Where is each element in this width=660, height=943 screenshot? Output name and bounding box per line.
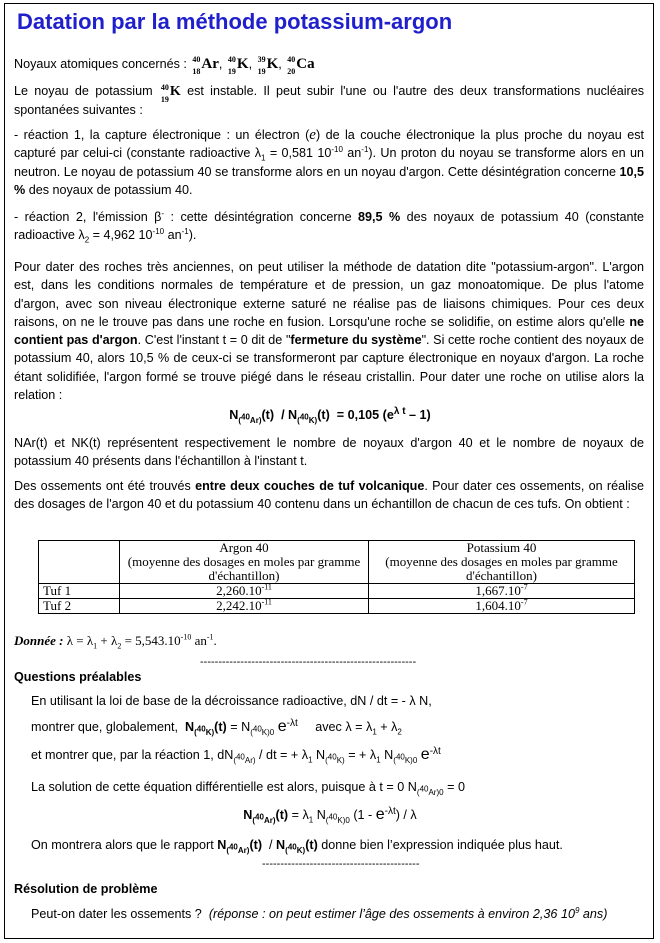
reaction-2-paragraph: - réaction 2, l'émission β- : cette désintégration concerne 89,5 % des noyaux de potassium 40 (constante radioactive $\lambda_2 = 4,962$ $10^{-10}$ $an^{-1}$). (14, 208, 645, 245)
separator-1: ----------------------------------------------------------- (200, 656, 417, 668)
solution-equation: $N_{(^{40}Ar)}(t) = \lambda_1$ $N_{(^{40}K)0}$ $(1 - e^{-\lambda t})$ / λ (243, 805, 417, 825)
question-3: et montrer que, par la réaction 1, $dN_{(^{40}Ar)}$ / dt = + $\lambda_1$ $N_{(^{40}K)}$ = + $\lambda_1$ $N_{(^{40}K)0}$ $e^{-\lambda t}$ (31, 745, 441, 765)
reaction-1-paragraph: - réaction 1, la capture électronique : un électron (e) de la couche électronique la plus proche du noyau est capturé par celui-ci (constante radioactive $\lambda_1 = 0,581$ $10^{-10}$ $an^{-1}$). Un proton du noyau se transforme alors en un neutron. Le noyau de potassium 40 se transforme alors en un noyau d'argon. Cette désintégration concerne 10,5 % des noyaux de potassium 40. (14, 127, 645, 197)
nuclei-line: Noyaux atomiques concernés : 40 18 Ar, 40 19 K, 39 19 K, 40 20 Ca (14, 55, 315, 76)
question-2: montrer que, globalement, $N_{(^{40}K)}(t) = N_{(^{40}K)0}$ $e^{-\lambda t}$ avec $\lambda = \lambda_1 + \lambda_2$ (31, 717, 402, 737)
table-header-row (39, 541, 635, 584)
page-title: Datation par la méthode potassium-argon (17, 9, 453, 34)
separator-2: ------------------------------------------- (262, 858, 420, 870)
nucleus-ar40: 40 18 Ar (192, 55, 219, 76)
method-paragraph: Pour dater des roches très anciennes, on peut utiliser la méthode de datation dite "potassium-argon". L'argon est, dans les conditions normales de température et de pression, un gaz monoatomique. De plus l'atome d'argon, avec son niveau électronique externe saturé ne réalise pas de liaisons chimiques. Pour ces deux raisons, on ne le trouve pas dans une roche en fusion. Lorsqu'une roche se solidifie, on estime alors qu'elle ne contient pas d'argon. C'est l'instant t = 0 dit de "fermeture du système". Si cette roche contient des noyaux de potassium 40, alors 10,5 % de ceux-ci se transformeront par capture électronique en noyaux d'argon. La roche étant solidifiée, l'argon formé se trouve piégé dans le réseau cristallin. Pour dater une roche on utilise alors la relation : (14, 260, 645, 403)
relation-equation: $N_{(^{40}Ar)}(t) / N_{(^{40}K)}(t) = 0,105$ $(e^{\lambda t} - 1)$ (229, 405, 431, 425)
table-row: Tuf 1 $2,260.10^{-11}$ $1,667.10^{-7}$ (39, 584, 635, 599)
given-data: Donnée : $\lambda = \lambda_1 + \lambda_2 = 5,543.10^{-10}$ $an^{-1}$. (14, 632, 217, 651)
question-1: En utilisant la loi de base de la décroissance radioactive, dN / dt = - λ N, (31, 694, 432, 708)
measurement-table (38, 540, 635, 614)
resolution-question: Peut-on dater les ossements ? (réponse : on peut estimer l’âge des ossements à environ 2,36 $10^9$ ans) (31, 905, 608, 921)
bones-paragraph: Des ossements ont été trouvés entre deux couches de tuf volcanique. Pour dater ces ossements, on réalise des dosages de l'argon 40 et du potassium 40 contenu dans un échantillon de chacun de ces tufs. On obtient : (14, 479, 644, 512)
argon-header: Argon 40 (moyenne des dosages en moles par gramme d'échantillon) (120, 541, 369, 584)
resolution-heading: Résolution de problème (14, 882, 158, 896)
definition-paragraph: NAr(t) et NK(t) représentent respectivement le nombre de noyaux d'argon 40 et le nombre de noyaux de potassium 40 présents dans l'échantillon à l'instant t. (14, 436, 644, 469)
intro-paragraph: Le noyau de potassium 40 19 K est instable. Il peut subir l'une ou l'autre des deux transformations nucléaires spontanées suivantes : (14, 83, 644, 118)
table-row: Tuf 2 $2,242.10^{-11}$ $1,604.10^{-7}$ (39, 599, 635, 614)
questions-heading: Questions préalables (14, 670, 142, 684)
nucleus-ca40: 40 20 Ca (287, 55, 315, 76)
question-4: La solution de cette équation différentielle est alors, puisque à t = 0 $N_{(^{40}Ar)0} = 0$ (31, 780, 465, 797)
nucleus-k40: 40 19 K (227, 55, 249, 76)
question-5: On montrera alors que le rapport $N_{(^{40}Ar)}(t) / N_{(^{40}K)}(t)$ donne bien l’expression indiquée plus haut. (31, 838, 563, 855)
nucleus-k39: 39 19 K (257, 55, 279, 76)
potassium-header: Potassium 40 (moyenne des dosages en moles par gramme d'échantillon) (369, 541, 635, 584)
